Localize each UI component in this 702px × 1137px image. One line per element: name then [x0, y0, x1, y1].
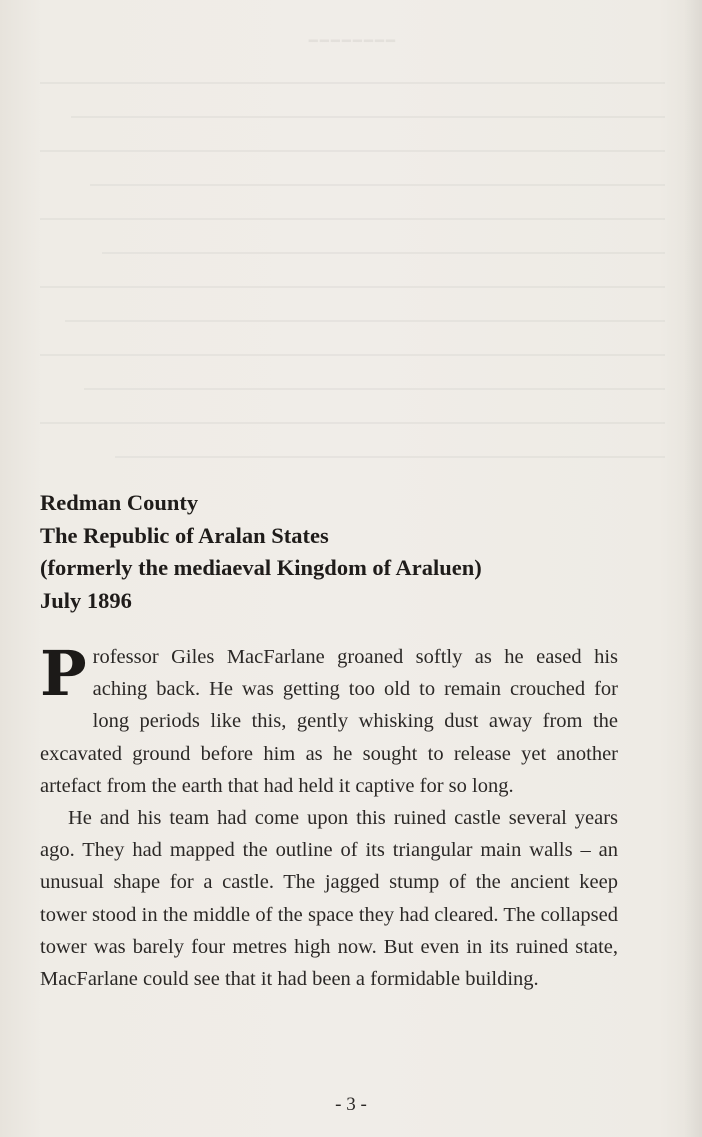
drop-cap-letter: P [40, 637, 87, 710]
heading-location: Redman County [40, 490, 199, 515]
chapter-heading [40, 487, 640, 617]
page-edge-shadow [684, 0, 702, 1137]
body-text [40, 637, 618, 995]
heading-former-name: (formerly the mediaeval Kingdom of Araluen) [40, 555, 482, 580]
heading-country: The Republic of Aralan States [40, 522, 329, 548]
paragraph-2: He and his team had come upon this ruined castle several years ago. They had mapped the outline of its triangular main walls – an unusual shape for a castle. The jagged stump of the ancient keep tower stood in the middle of the space they had cleared. The collapsed tower was barely four metres high now. But even in its ruined state, MacFarlane could see that it had been a formidable building. [40, 807, 618, 991]
paragraph-1-text: rofessor Giles MacFarlane groaned softly as he eased his aching back. He was getting too old to remain crouched for long periods like this, gently whisking dust away from the excavated ground before him as he sought to release yet another artefact from the earth that had held it captive for so long. [40, 646, 618, 797]
heading-date: July 1896 [40, 587, 132, 613]
paragraph-1 [40, 637, 618, 802]
page-number: - 3 - [335, 1094, 367, 1115]
show-through-text [40, 82, 665, 490]
show-through-header: ━━━━━━━━ [306, 34, 396, 50]
